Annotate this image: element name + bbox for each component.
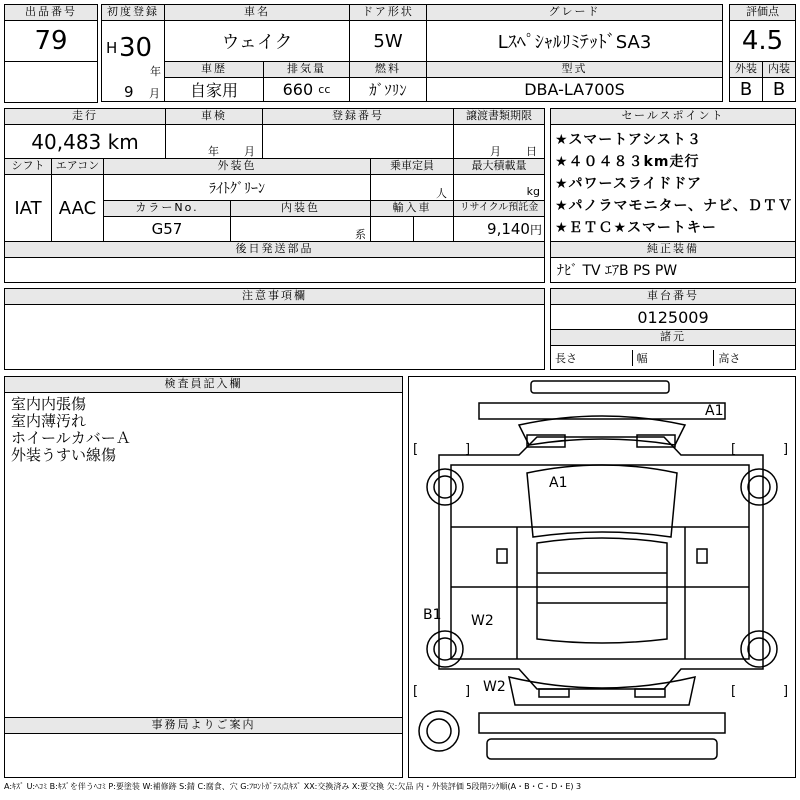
recycle-unit: 円 <box>529 222 542 237</box>
transfer-day-unit: 日 <box>526 145 537 158</box>
door-label: ドア形状 <box>349 4 427 21</box>
bracket-rl-open: [ <box>413 684 419 699</box>
equipment: ﾅﾋﾞ TV ｴｱB PS PW <box>550 257 796 283</box>
dims-label: 諸元 <box>550 329 796 346</box>
damage-mark: A1 <box>705 403 724 419</box>
notes-label: 注意事項欄 <box>4 288 545 305</box>
load-cell <box>453 174 545 201</box>
sales-point: ★ＥＴＣ★スマートキー <box>555 220 717 236</box>
lot-blank <box>4 61 98 103</box>
bracket-fl-close: ] <box>465 442 471 457</box>
recycle-label: リサイクル預託金 <box>453 200 545 217</box>
int-color-unit: 系 <box>355 228 366 241</box>
bracket-fl-open: [ <box>413 442 419 457</box>
mileage-label: 走行 <box>4 108 166 125</box>
ac: AAC <box>51 174 104 242</box>
name-label: 車名 <box>164 4 350 21</box>
bracket-fr-open: [ <box>731 442 737 457</box>
later-parts <box>4 257 545 283</box>
model: DBA-LA700S <box>426 77 723 102</box>
load-label: 最大積載量 <box>453 158 545 175</box>
cc-cell <box>263 77 350 102</box>
color-no: G57 <box>103 216 231 242</box>
shift: IAT <box>4 174 52 242</box>
ext-color-label: 外装色 <box>103 158 371 175</box>
transfer-month-unit: 月 <box>490 145 501 158</box>
mileage-unit: km <box>107 129 139 154</box>
inspector-label: 検査員記入欄 <box>4 376 403 393</box>
insp-year-unit: 年 <box>208 145 219 158</box>
mileage-cell <box>4 124 166 159</box>
bracket-rr-open: [ <box>731 684 737 699</box>
door-type: 5W <box>349 20 427 62</box>
dim-height: 高さ <box>718 351 741 365</box>
import-label: 輸入車 <box>370 200 454 217</box>
legend: A:ｷｽﾞ U:ﾍｺﾐ B:ｷｽﾞを伴うﾍｺﾐ P:要塗装 W:補修跡 S:錆 C:腐食、穴 G:ﾌﾛﾝﾄｶﾞﾗｽ点ｷｽﾞ XX:交換済み X:要交換 欠:欠品 内・外装評価 5段階ﾗﾝｸ順(A・B・C・D・E) 3 <box>4 782 582 791</box>
damage-mark: B1 <box>423 607 442 623</box>
car-diagram <box>408 376 796 778</box>
model-label: 型式 <box>426 61 723 78</box>
capacity-cell <box>370 174 454 201</box>
reg-month: 9 <box>124 83 134 101</box>
regno-label: 登録番号 <box>262 108 454 125</box>
fuel-label: 燃料 <box>349 61 427 78</box>
sales-point: ★４０４８３km走行 <box>555 154 700 170</box>
recycle: 9,140 <box>487 220 530 238</box>
score-label: 評価点 <box>729 4 796 21</box>
dim-length: 長さ <box>551 350 633 366</box>
inspection-cell <box>165 124 263 159</box>
sales-point: ★パワースライドドア <box>555 176 703 192</box>
inspector-item: 室内内張傷 <box>11 395 87 413</box>
grade: LｽﾍﾟｼｬﾙﾘﾐﾃｯﾄﾞSA3 <box>426 20 723 62</box>
ext-grade-label: 外装 <box>729 61 763 78</box>
reg-year-unit: 年 <box>150 65 161 78</box>
regno-cell <box>262 124 454 159</box>
cc: 660 <box>282 80 314 99</box>
office-notes <box>4 733 403 778</box>
sales-point: ★スマートアシスト３ <box>555 132 702 148</box>
sales-point: ★パノラマモニター、ナビ、ＤＴＶ <box>555 198 793 214</box>
mileage: 40,483 <box>31 129 102 154</box>
dims-row <box>550 345 796 370</box>
cc-label: 排気量 <box>263 61 350 78</box>
history-label: 車歴 <box>164 61 264 78</box>
lot-number: 79 <box>4 20 98 62</box>
damage-mark: W2 <box>483 679 506 695</box>
fuel: ｶﾞｿﾘﾝ <box>349 77 427 102</box>
reg-cell <box>101 20 165 102</box>
office-label: 事務局よりご案内 <box>4 717 403 734</box>
cc-unit: cc <box>318 83 331 96</box>
ac-label: エアコン <box>51 158 104 175</box>
recycle-cell <box>453 216 545 242</box>
damage-mark: A1 <box>549 475 568 491</box>
transfer-label: 譲渡書類期限 <box>453 108 545 125</box>
insp-month-unit: 月 <box>244 145 255 158</box>
notes <box>4 304 545 370</box>
capacity-label: 乗車定員 <box>370 158 454 175</box>
shift-label: シフト <box>4 158 52 175</box>
color-no-label: カラーNo. <box>103 200 231 217</box>
inspector-notes <box>4 392 403 718</box>
int-grade-label: 内装 <box>762 61 796 78</box>
chassis-label: 車台番号 <box>550 288 796 305</box>
history: 自家用 <box>164 77 264 102</box>
car-name: ウェイク <box>164 20 350 62</box>
transfer-cell <box>453 124 545 159</box>
equipment-label: 純正装備 <box>550 241 796 258</box>
bracket-fr-close: ] <box>783 442 789 457</box>
sales-label: セールスポイント <box>550 108 796 125</box>
dim-width: 幅 <box>633 350 715 366</box>
inspector-item: 室内薄汚れ <box>11 412 87 430</box>
load-unit: kg <box>526 185 540 198</box>
capacity-unit: 人 <box>436 187 447 200</box>
damage-mark: W2 <box>471 613 494 629</box>
reg-month-unit: 月 <box>149 87 160 100</box>
inspector-item: 外装うすい線傷 <box>11 446 117 464</box>
car-diagram-svg <box>409 377 795 777</box>
sales-points <box>550 124 796 242</box>
later-parts-label: 後日発送部品 <box>4 241 545 258</box>
lot-label: 出品番号 <box>4 4 98 21</box>
reg-year: 30 <box>119 33 153 63</box>
import-cell <box>370 216 454 242</box>
int-color-cell <box>230 216 371 242</box>
bracket-rl-close: ] <box>465 684 471 699</box>
inspector-item: ホイールカバーＡ <box>11 429 131 447</box>
chassis-number: 0125009 <box>550 304 796 330</box>
grade-label: グレード <box>426 4 723 21</box>
score: 4.5 <box>729 20 796 62</box>
inspection-label: 車検 <box>165 108 263 125</box>
reg-label: 初度登録 <box>101 4 165 21</box>
int-grade: B <box>762 77 796 102</box>
ext-grade: B <box>729 77 763 102</box>
bracket-rr-close: ] <box>783 684 789 699</box>
ext-color: ﾗｲﾄｸﾞﾘｰﾝ <box>103 174 371 201</box>
int-color-label: 内装色 <box>230 200 371 217</box>
reg-era: H <box>106 39 118 57</box>
